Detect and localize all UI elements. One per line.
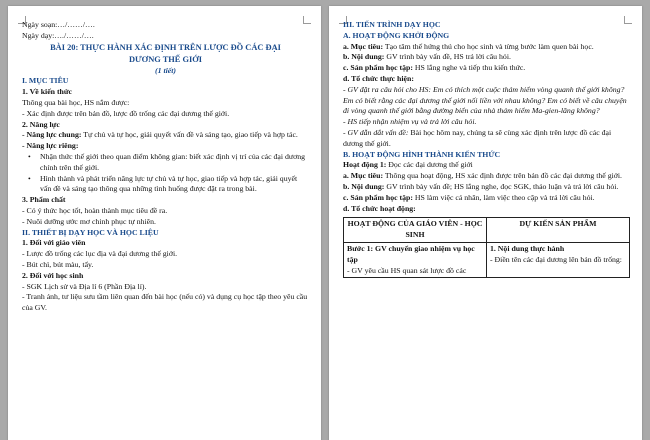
activity-content-label: b. Nội dung: xyxy=(343,181,385,191)
knowledge-intro: Thông qua bài học, HS nắm được: xyxy=(22,97,130,107)
list-item: • Nhận thức thế giới theo quan điểm không gian: biết xác định vị trí của các đại dương chính trên thế giới. xyxy=(22,152,309,174)
activity-objective xyxy=(343,171,630,182)
date-prepared: Ngày soạn:…/……/…. xyxy=(22,20,95,29)
heading-qualities: 3. Phẩm chất xyxy=(22,195,66,205)
table-cell xyxy=(344,242,487,277)
warmup-product xyxy=(343,63,630,74)
general-competence-text: Tự chủ và tự học, giải quyết vấn đề và sáng tạo, giao tiếp và hợp tác. xyxy=(81,130,298,140)
table-header-teacher-student: HOẠT ĐỘNG CỦA GIÁO VIÊN - HỌC SINH xyxy=(344,218,487,243)
heading-knowledge: 1. Về kiến thức xyxy=(22,87,73,97)
specific-competence-label: - Năng lực riêng: xyxy=(22,141,79,151)
warmup-teacher-lead xyxy=(343,128,630,150)
list-item: - Bút chì, bút màu, tẩy. xyxy=(22,259,94,269)
activity-objective-label: a. Mục tiêu: xyxy=(343,171,384,181)
warmup-content-text: GV trình bày vấn đề, HS trả lời câu hỏi. xyxy=(384,52,511,62)
activity-objective-text: Thông qua hoạt động, HS xác định được trên bản đồ các đại dương thế giới. xyxy=(383,171,623,181)
general-competence-label: - Năng lực chung: xyxy=(22,130,82,140)
activity-product-label: c. Sản phẩm học tập: xyxy=(343,192,413,202)
list-item: - Tranh ảnh, tư liệu sưu tầm liên quan đến bài học (nếu có) và dụng cụ học tập theo yêu cầu của GV. xyxy=(22,292,308,313)
warmup-content xyxy=(343,52,630,63)
list-item: - Nuôi dưỡng ước mơ chinh phục tự nhiên. xyxy=(22,216,156,226)
section-objectives: I. MỤC TIÊU xyxy=(22,76,69,86)
warmup-student-task: - HS tiếp nhận nhiệm vụ và trả lời câu hỏi. xyxy=(343,117,477,127)
section-warmup: A. HOẠT ĐỘNG KHỞI ĐỘNG xyxy=(343,30,450,40)
lesson-title-line1: BÀI 20: THỰC HÀNH XÁC ĐỊNH TRÊN LƯỢC ĐỒ CÁC ĐẠI xyxy=(50,42,281,52)
section-equipment: II. THIẾT BỊ DẠY HỌC VÀ HỌC LIỆU xyxy=(22,227,159,237)
document-page-left[interactable] xyxy=(8,6,321,440)
lesson-title-line2: DƯƠNG THẾ GIỚI xyxy=(128,54,203,64)
activity-organization-label: d. Tổ chức hoạt động: xyxy=(343,203,416,213)
section-teaching-process: III. TIẾN TRÌNH DẠY HỌC xyxy=(343,20,441,29)
warmup-objective-label: a. Mục tiêu: xyxy=(343,41,384,51)
heading-for-teacher: 1. Đối với giáo viên xyxy=(22,238,86,248)
warmup-objective-text: Tạo tâm thế hứng thú cho học sinh và từng bước làm quen bài học. xyxy=(383,41,594,51)
list-item: - Lược đồ trống các lục địa và đại dương thế giới. xyxy=(22,249,178,259)
activity-product-text: HS làm việc cá nhân, làm việc theo cặp và trả lời câu hỏi. xyxy=(412,192,595,202)
page-content xyxy=(22,20,309,314)
warmup-product-label: c. Sản phẩm học tập: xyxy=(343,63,413,73)
table-cell xyxy=(487,242,630,277)
page-content xyxy=(343,20,630,278)
lesson-duration: (1 tiết) xyxy=(155,65,176,75)
warmup-product-text: HS lắng nghe và tiếp thu kiến thức. xyxy=(412,63,526,73)
activity-content-text: GV trình bày vấn đề; HS lắng nghe, đọc SGK, thảo luận và trả lời câu hỏi. xyxy=(384,181,619,191)
warmup-organization-label: d. Tổ chức thực hiện: xyxy=(343,73,414,83)
date-taught: Ngày dạy:…./……/…. xyxy=(22,30,94,40)
list-item: - SGK Lịch sử và Địa lí 6 (Phần Địa lí). xyxy=(22,281,147,291)
heading-competence: 2. Năng lực xyxy=(22,119,60,129)
warmup-teacher-lead-text: Bài học hôm nay, chúng ta sẽ cùng xác định trên lược đồ các đại dương thế giới. xyxy=(343,127,612,148)
document-page-right[interactable] xyxy=(329,6,642,440)
activity-1 xyxy=(343,160,630,171)
activity-product xyxy=(343,193,630,204)
activity-content xyxy=(343,182,630,193)
warmup-objective xyxy=(343,42,630,53)
step-1-text: - GV yêu cầu HS quan sát lược đồ các xyxy=(347,265,467,275)
warmup-question: - GV đặt ra câu hỏi cho HS: Em có thích một cuộc thám hiểm vòng quanh thế giới không? Em có biết rằng các đại dương thế giới nối liền với nhau không? Em có biết về câu chuyện đi vòng quanh thế giới bằng đường biển của nhà thám hiểm Ma-gien-lăng không? xyxy=(343,84,627,116)
practice-content-text: - Điền tên các đại dương lên bản đồ trống: xyxy=(490,254,622,264)
warmup-content-label: b. Nội dung: xyxy=(343,52,385,62)
step-1-title: Bước 1: GV chuyển giao nhiệm vụ học tập xyxy=(347,243,475,264)
general-competence xyxy=(22,130,309,141)
knowledge-item: - Xác định được trên bản đồ, lược đồ trống các đại dương thế giới. xyxy=(22,108,230,118)
activity-table xyxy=(343,217,630,278)
table-header-expected-product: DỰ KIẾN SẢN PHẨM xyxy=(487,218,630,243)
warmup-teacher-lead-label: - GV dẫn dắt vấn đề: xyxy=(343,127,409,137)
section-knowledge-building: B. HOẠT ĐỘNG HÌNH THÀNH KIẾN THỨC xyxy=(343,149,501,159)
table-header-row xyxy=(344,218,630,243)
activity-1-text: Đọc các đại dương thế giới xyxy=(386,160,473,170)
list-item: - Có ý thức học tốt, hoàn thành mục tiêu đề ra. xyxy=(22,205,168,215)
heading-for-student: 2. Đối với học sinh xyxy=(22,270,84,280)
activity-1-label: Hoạt động 1: xyxy=(343,160,387,170)
list-item: • Hình thành và phát triển năng lực tự chủ và tự học, giao tiếp và hợp tác, giải quyết vấn đề và sáng tạo thông qua những tình huống được đặt ra trong bài. xyxy=(22,174,309,196)
table-row xyxy=(344,242,630,277)
practice-content-title: 1. Nội dung thực hành xyxy=(490,243,565,253)
